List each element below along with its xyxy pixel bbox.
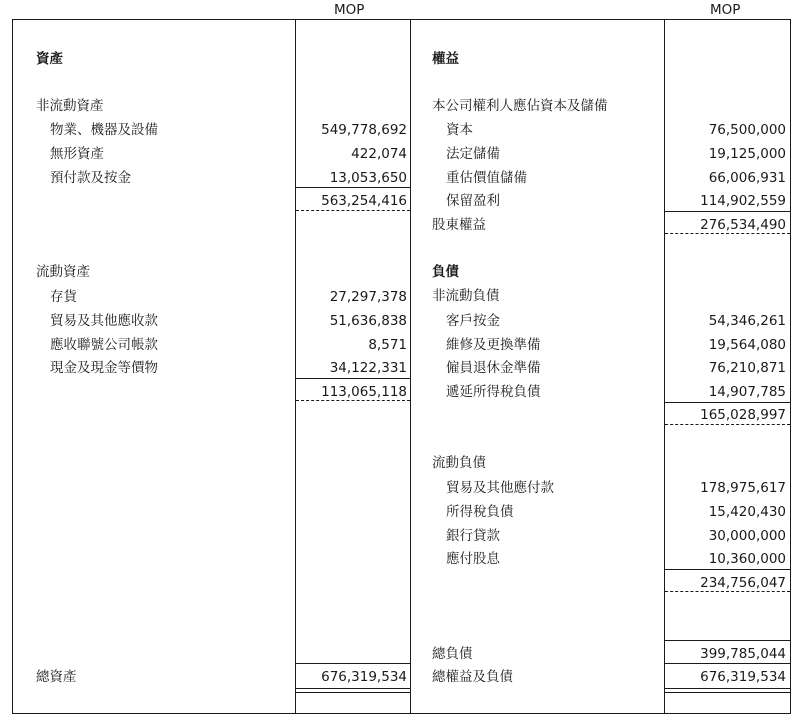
total-assets-value: 676,319,534 [321,669,407,685]
equity-total-line [665,211,790,212]
table-bottom-border [12,713,791,714]
retained-earnings-value: 114,902,559 [700,193,786,209]
total-equity-liabilities-top-line [665,663,790,664]
dividends-payable-label: 應付股息 [446,551,500,567]
non-current-liabilities-subtotal-dashed [665,424,790,425]
capital-label: 資本 [446,122,473,138]
current-liabilities-title: 流動負債 [432,455,486,471]
equity-section-title: 本公司權利人應佔資本及儲備 [432,98,608,114]
non-current-liabilities-title: 非流動負債 [432,288,500,304]
total-liabilities-label: 總負債 [432,646,473,662]
intangible-label: 無形資產 [50,146,104,162]
trade-payables-label: 貿易及其他應付款 [446,480,554,496]
non-current-assets-title: 非流動資產 [36,98,104,114]
liabilities-heading: 負債 [432,264,459,280]
bank-loans-label: 銀行貸款 [446,528,500,544]
shareholders-equity-label: 股東權益 [432,217,486,233]
pension-provision-label: 僱員退休金準備 [446,360,541,376]
ppe-value: 549,778,692 [321,122,407,138]
current-assets-subtotal-line [296,378,410,379]
maintenance-provision-label: 維修及更換準備 [446,337,541,353]
table-right-border [790,19,791,714]
non-current-liabilities-subtotal-line [665,402,790,403]
total-assets-top-line [296,663,410,664]
capital-value: 76,500,000 [708,122,786,138]
non-current-assets-subtotal: 563,254,416 [321,193,407,209]
trade-receivables-value: 51,636,838 [329,313,407,329]
customer-deposits-label: 客戶按金 [446,313,500,329]
customer-deposits-value: 54,346,261 [708,313,786,329]
non-current-liabilities-subtotal: 165,028,997 [700,407,786,423]
non-current-assets-subtotal-line [296,187,410,188]
total-assets-label: 總資產 [36,669,77,685]
total-assets-underline-2 [296,692,410,693]
statutory-reserve-label: 法定儲備 [446,146,500,162]
assets-heading: 資產 [36,51,63,67]
revaluation-reserve-value: 66,006,931 [708,170,786,186]
equity-total-dashed [665,233,790,234]
equity-heading: 權益 [432,51,459,67]
deferred-tax-label: 遞延所得稅負債 [446,384,541,400]
right-currency-header: MOP [710,2,741,18]
non-current-assets-subtotal-dashed [296,210,410,211]
current-assets-subtotal-dashed [296,400,410,401]
current-liabilities-subtotal-line [665,569,790,570]
income-tax-payable-value: 15,420,430 [708,504,786,520]
inventory-value: 27,297,378 [329,289,407,305]
retained-earnings-label: 保留盈利 [446,193,500,209]
current-assets-title: 流動資產 [36,264,90,280]
current-liabilities-subtotal-dashed [665,591,790,592]
total-liabilities-value: 399,785,044 [700,646,786,662]
intangible-value: 422,074 [351,146,407,162]
income-tax-payable-label: 所得稅負債 [446,504,514,520]
dividends-payable-value: 10,360,000 [708,551,786,567]
table-left-border [12,19,13,714]
trade-receivables-label: 貿易及其他應收款 [50,313,158,329]
related-company-receivable-value: 8,571 [368,337,407,353]
statutory-reserve-value: 19,125,000 [708,146,786,162]
left-currency-header: MOP [334,2,365,18]
table-top-border [12,19,791,20]
pension-provision-value: 76,210,871 [708,360,786,376]
bank-loans-value: 30,000,000 [708,528,786,544]
current-liabilities-subtotal: 234,756,047 [700,575,786,591]
ppe-label: 物業、機器及設備 [50,122,158,138]
cash-label: 現金及現金等價物 [50,360,158,376]
shareholders-equity-value: 276,534,490 [700,217,786,233]
prepayments-value: 13,053,650 [329,170,407,186]
maintenance-provision-value: 19,564,080 [708,337,786,353]
total-assets-underline-1 [296,688,410,689]
revaluation-reserve-label: 重估價值儲備 [446,170,527,186]
total-equity-liabilities-label: 總權益及負債 [432,669,513,685]
total-liabilities-top-line [665,640,790,641]
cash-value: 34,122,331 [329,360,407,376]
current-assets-subtotal: 113,065,118 [321,384,407,400]
related-company-receivable-label: 應收聯號公司帳款 [50,337,158,353]
total-equity-liabilities-underline-1 [665,688,790,689]
total-equity-liabilities-underline-2 [665,692,790,693]
prepayments-label: 預付款及按金 [50,170,131,186]
deferred-tax-value: 14,907,785 [708,384,786,400]
trade-payables-value: 178,975,617 [700,480,786,496]
left-value-column-right-border [410,19,411,714]
total-equity-liabilities-value: 676,319,534 [700,669,786,685]
inventory-label: 存貨 [50,289,77,305]
